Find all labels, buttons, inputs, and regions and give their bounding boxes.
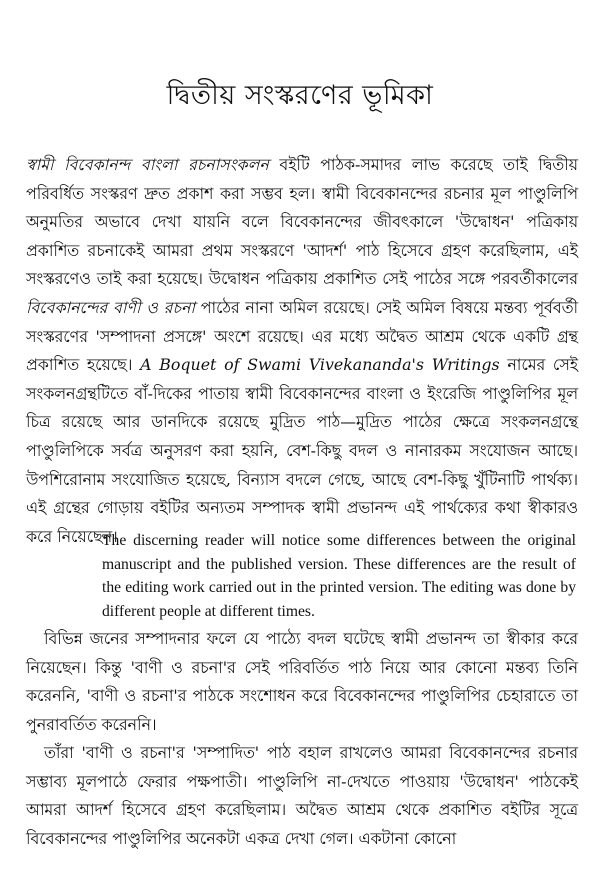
english-block-quote: The discerning reader will notice some differences between the original manuscript and the published version. These differences are the result of the editing work carried out in the printed version. The editing was done by different people at different times. bbox=[102, 532, 576, 620]
paragraph-1 bbox=[26, 151, 578, 551]
paragraph-1-text-b: পাঠের নানা অমিল রয়েছে। সেই অমিল বিষয়ে মন্তব্য পূর্ববর্তী সংস্করণের 'সম্পাদনা প্রসঙ্গে' অংশে রয়েছে। এর মধ্যে অদ্বৈত আশ্রম থেকে একটি গ্রন্থ প্রকাশিত হয়েছে। bbox=[26, 297, 578, 375]
paragraph-1-text-c: নামের সেই সংকলনগ্রন্থটিতে বাঁ-দিকের পাতায় স্বামী বিবেকানন্দের বাংলা ও ইংরেজি পাণ্ডুলিপির মূল চিত্র রয়েছে আর ডানদিকে রয়েছে মুদ্রিত পাঠ—মুদ্রিত পাঠের ক্ষেত্রে সংকলনগ্রন্থে পাণ্ডুলিপিকে সর্বত্র অনুসরণ করা হয়নি, বেশ-কিছু বদল ও নানারকম সংযোজন আছে। উপশিরোনাম সংযোজিত হয়েছে, বিন্যাস বদলে গেছে, আছে বেশ-কিছু খুঁটিনাটি পার্থক্য। এই গ্রন্থের গোড়ায় বইটির অন্যতম সম্পাদক স্বামী প্রভানন্দ এই পার্থক্যের কথা স্বীকারও করে নিয়েছেন। bbox=[26, 355, 578, 546]
page-title: দ্বিতীয় সংস্করণের ভূমিকা bbox=[166, 80, 434, 111]
paragraph-1-text-a: বইটি পাঠক-সমাদর লাভ করেছে তাই দ্বিতীয় পরিবর্ধিত সংস্করণ দ্রুত প্রকাশ করা সম্ভব হল। স্বামী বিবেকানন্দের রচনার মূল পাণ্ডুলিপি অনুমতির অভাবে দেখা যায়নি বলে বিবেকানন্দের জীবৎকালে 'উদ্বোধন' পত্রিকায় প্রকাশিত রচনাকেই আমরা প্রথম সংস্করণে 'আদর্শ' পাঠ হিসেবে গ্রহণ করেছিলাম, এই সংস্করণেও তাই করা হয়েছে। উদ্বোধন পত্রিকায় প্রকাশিত সেই পাঠের সঙ্গে পরবর্তীকালের bbox=[26, 155, 578, 289]
english-title-italic: A Boquet of Swami Vivekananda's Writings bbox=[140, 355, 500, 375]
vani-title-italic: বিবেকানন্দের বাণী ও রচনা bbox=[26, 297, 195, 317]
book-title-italic: স্বামী বিবেকানন্দ বাংলা রচনাসংকলন bbox=[26, 155, 269, 174]
paragraph-2: বিভিন্ন জনের সম্পাদনার ফলে যে পাঠ্যে বদল ঘটেছে স্বামী প্রভানন্দ তা স্বীকার করে নিয়েছেন। কিন্তু 'বাণী ও রচনা'র সেই পরিবর্তিত পাঠ নিয়ে আর কোনো মন্তব্য তিনি করেননি, 'বাণী ও রচনা'র পাঠকে সংশোধন করে বিবেকানন্দের পাণ্ডুলিপির চেহারাতে তা পুনরাবর্তিত করেননি। bbox=[26, 629, 578, 734]
paragraph-3: তাঁরা 'বাণী ও রচনা'র 'সম্পাদিত' পাঠ বহাল রাখলেও আমরা বিবেকানন্দের রচনার সম্ভাব্য মূলপাঠে ফেরার পক্ষপাতী। পাণ্ডুলিপি না-দেখতে পাওয়ায় 'উদ্বোধন' পাঠকেই আমরা আদর্শ হিসেবে গ্রহণ করেছিলাম। অদ্বৈত আশ্রম থেকে প্রকাশিত বইটির সূত্রে বিবেকানন্দের পাণ্ডুলিপির অনেকটা একত্র দেখা গেল। একটানা কোনো bbox=[26, 743, 578, 848]
